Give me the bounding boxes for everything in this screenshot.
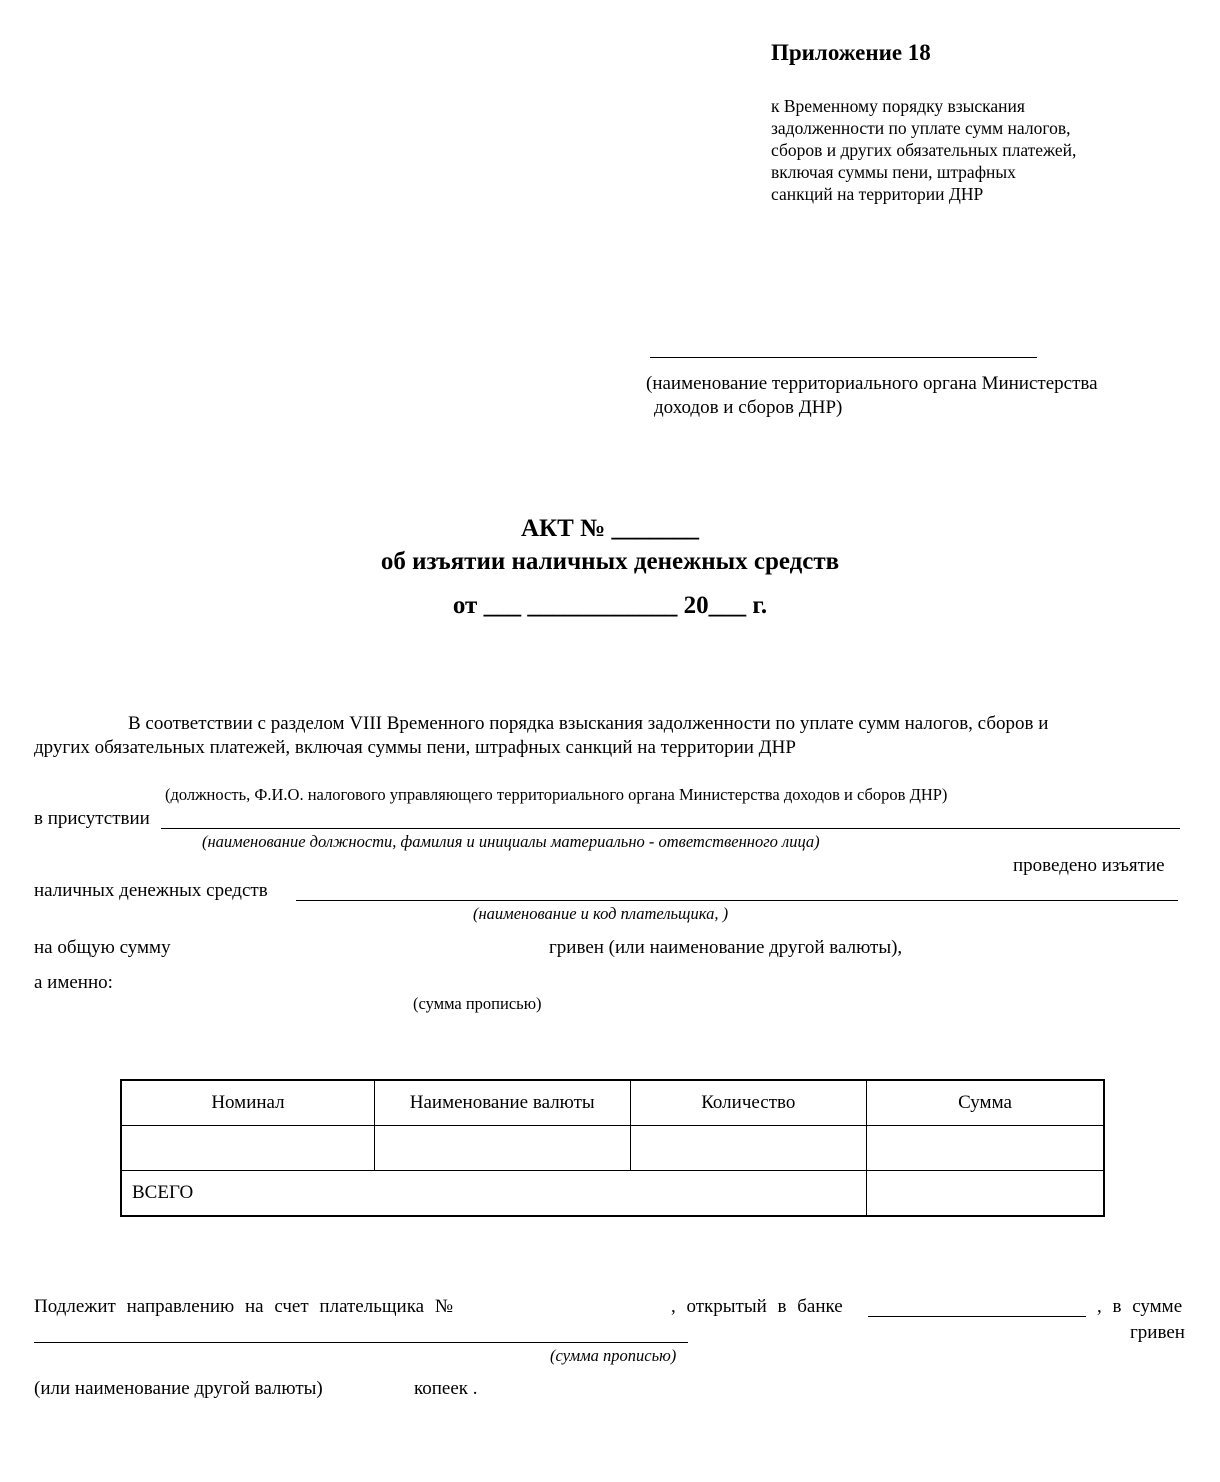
cell-sum[interactable] — [867, 1126, 1104, 1171]
footer-other-currency: (или наименование другой валюты) — [34, 1378, 323, 1399]
seizure-text: проведено изъятие — [1013, 855, 1165, 876]
total-amount-label: на общую сумму — [34, 937, 171, 958]
footer-sum-words-caption: (сумма прописью) — [550, 1346, 677, 1365]
table-row — [121, 1126, 1104, 1171]
payer-line[interactable] — [296, 900, 1178, 901]
cell-quantity[interactable] — [630, 1126, 867, 1171]
act-title-number: АКТ № _______ — [521, 515, 699, 542]
header-sum: Сумма — [867, 1080, 1104, 1126]
appendix-line: к Временному порядку взыскания — [771, 96, 1025, 116]
appendix-text — [771, 95, 1131, 205]
sum-words-line[interactable] — [34, 1342, 688, 1343]
namely-label: а именно: — [34, 972, 113, 993]
funds-table — [120, 1079, 1105, 1217]
footer-bank-text: , открытый в банке — [671, 1296, 843, 1317]
bank-name-line[interactable] — [868, 1316, 1086, 1317]
intro-line-1: В соответствии с разделом VIII Временного порядка взыскания задолженности по уплате сумм налогов, сборов и — [128, 713, 1049, 734]
appendix-title: Приложение 18 — [771, 40, 931, 65]
authority-name-line[interactable] — [650, 357, 1037, 358]
cell-currency-name[interactable] — [374, 1126, 630, 1171]
table-header-row — [121, 1080, 1104, 1126]
official-caption: (должность, Ф.И.О. налогового управляющего территориального органа Министерства доходов и сборов ДНР) — [165, 785, 948, 804]
intro-line-2: других обязательных платежей, включая суммы пени, штрафных санкций на территории ДНР — [34, 737, 796, 758]
header-currency-name: Наименование валюты — [374, 1080, 630, 1126]
cash-label: наличных денежных средств — [34, 880, 268, 901]
footer-sum-text: , в сумме — [1097, 1296, 1183, 1317]
header-quantity: Количество — [630, 1080, 867, 1126]
authority-caption-2: доходов и сборов ДНР) — [654, 397, 843, 418]
cell-total-sum[interactable] — [867, 1171, 1104, 1217]
act-title-date: от ___ ____________ 20___ г. — [452, 592, 768, 619]
responsible-person-line[interactable] — [161, 828, 1180, 829]
appendix-line: санкций на территории ДНР — [771, 184, 984, 204]
appendix-line: сборов и других обязательных платежей, — [771, 140, 1077, 160]
act-title-subject: об изъятии наличных денежных средств — [380, 548, 840, 575]
footer-kopecks: копеек . — [414, 1378, 478, 1399]
appendix-line: включая суммы пени, штрафных — [771, 162, 1016, 182]
footer-hryvnia: гривен — [1130, 1322, 1185, 1343]
table-total-row — [121, 1171, 1104, 1217]
presence-label: в присутствии — [34, 808, 150, 829]
responsible-caption: (наименование должности, фамилия и инициалы материально - ответственного лица) — [202, 832, 820, 851]
header-denomination: Номинал — [121, 1080, 374, 1126]
footer-account-text: Подлежит направлению на счет плательщика № — [34, 1296, 453, 1317]
appendix-line: задолженности по уплате сумм налогов, — [771, 118, 1071, 138]
sum-words-caption: (сумма прописью) — [413, 994, 542, 1013]
authority-caption-1: (наименование территориального органа Министерства — [646, 373, 1098, 394]
cell-denomination[interactable] — [121, 1126, 374, 1171]
total-label: ВСЕГО — [121, 1171, 867, 1217]
currency-text: гривен (или наименование другой валюты), — [549, 937, 903, 958]
payer-caption: (наименование и код плательщика, ) — [473, 904, 729, 923]
